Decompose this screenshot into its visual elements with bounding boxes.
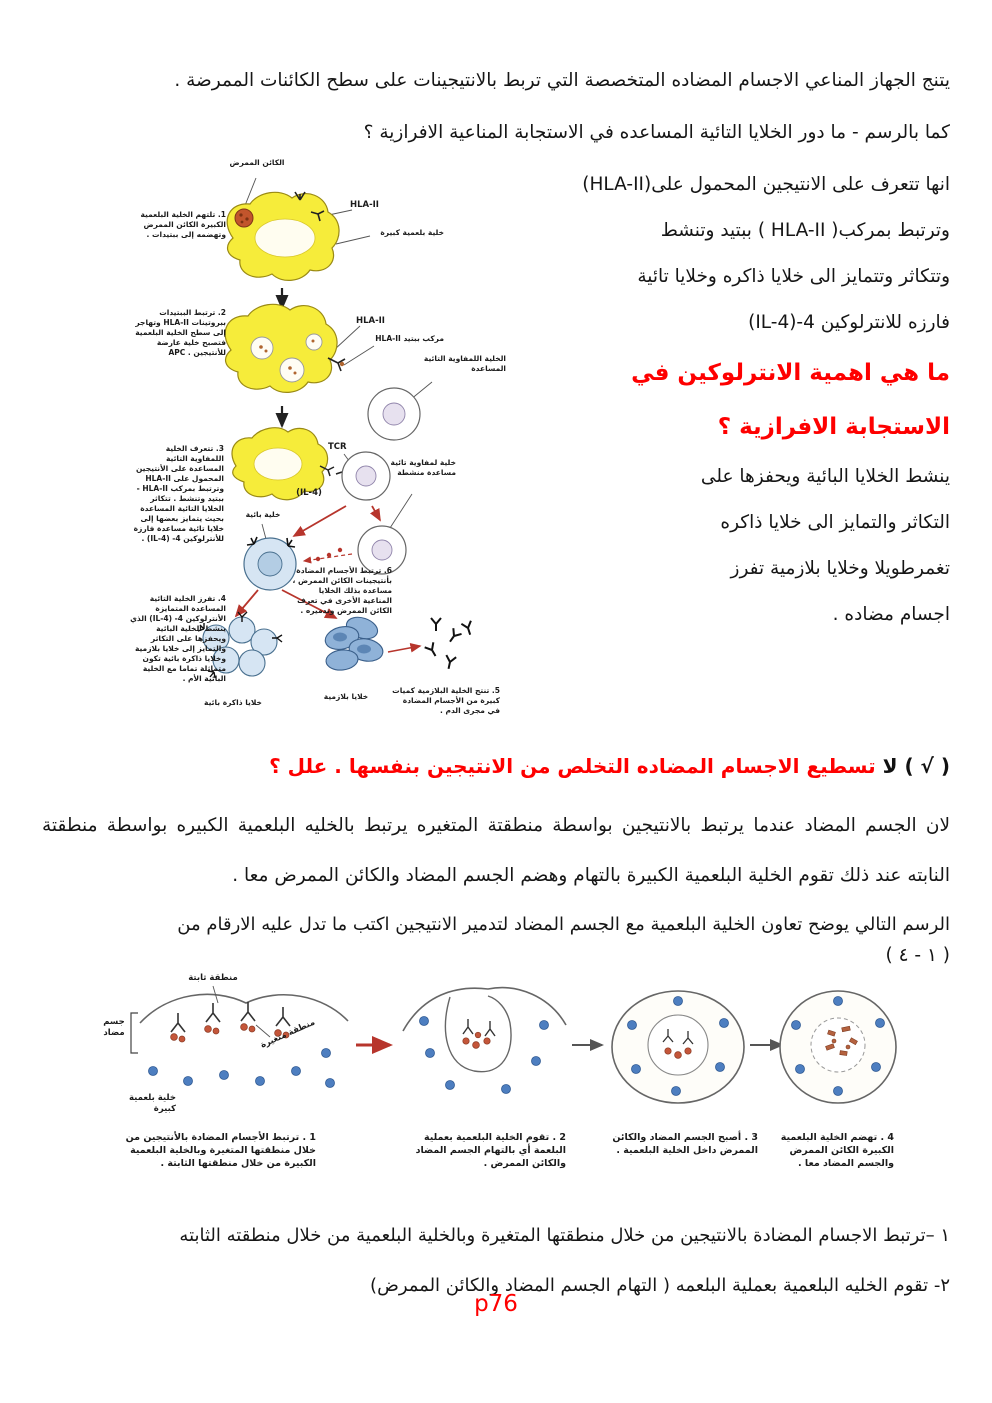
step4-text: 4. تفرز الخلية التائية المساعدة المتمايزة الأنترلوكين 4- (IL-4) الذي ينشط الخلية البائية ويحفزها على التكاثر والتمايز إلى خلايا بلازمية وخلايا ذاكرة بائية تكون متماثلة تماما مع الخلية البائية الأم . (130, 594, 226, 683)
step1-text: 1. تلتهم الخلية البلعمية الكبيرة الكائن الممرض وتهضمه إلى ببتيدات . (140, 210, 226, 239)
panel4-caption: 4 . تهضم الخلية البلعمية الكبيرة الكائن الممرض والجسم المضاد معا . (780, 1132, 894, 1169)
answer2-line-4: اجسام مضاده . (832, 604, 950, 625)
bound-antibody-icons (171, 1002, 290, 1032)
answer2-line-2: التكاثر والتمايز الى خلايا ذاكره (720, 512, 950, 533)
plasma-cells (323, 614, 385, 672)
panel1-antibody-binding (131, 986, 390, 1088)
bottom-answer-1: ١ –ترتبط الاجسام المضادة بالانتيجين من خلال منطقتها المتغيرة وبالخلية البلعمية من خلال منطقته الثابته (179, 1225, 950, 1246)
panel2-engulfing (403, 988, 602, 1094)
plasma-label: خلايا بلازمية (323, 692, 369, 701)
il4-label: (IL-4) (296, 488, 322, 498)
il4-molecules (304, 548, 352, 561)
bottom-answer-2: ٢- تقوم الخليه البلعمية بعملية البلعمه ( التهام الجسم المضاد والكائن الممرض) (370, 1275, 950, 1296)
figure2-range: ( ١ - ٤ ) (885, 945, 950, 966)
answer-line-2: وترتبط بمركب( HLA-II ) ببتيد وتنشط (660, 220, 950, 241)
activated-t-label: خلية لمفاوية تائية مساعدة منشطة (390, 458, 456, 477)
figure2-canvas (98, 973, 898, 1125)
intro-line: يتنج الجهاز المناعي الاجسام المضاده المتخصصة التي تربط بالانتيجينات على سطح الكائنات الممرضة . (174, 70, 950, 91)
antibody-icons (425, 618, 475, 670)
figure2-intro-line: الرسم التالي يوضح تعاون الخلية البلعمية مع الجسم المضاد لتدمير الانتيجين اكتب ما تدل عليه الارقام من (177, 914, 950, 935)
answer-line-4: فارزه للانترلوكين 4-(IL-4) (748, 312, 950, 333)
macrophage-label-2: خلية بلعمية كبيرة (129, 1093, 176, 1114)
pathogen-icon (235, 209, 253, 227)
hla-mid-label: HLA-II (356, 316, 385, 326)
b-cell (244, 537, 296, 590)
answer2-line-3: تغمرطويلا وخلايا بلازمية تفرز (730, 558, 950, 579)
check-question-text: تسطيع الاجسام المضاده التخلص من الانتيجين بنفسها . علل ؟ (269, 754, 883, 778)
explanation-paragraph: لان الجسم المضاد عندما يرتبط بالانتيجين بواسطة منطقتة المتغيره يرتبط بالخليه البلعمية الكبيره بواسطة منطقتة النابته عند ذلك تقوم الخلية البلعمية الكبيرة بالتهام وهضم الجسم المضاد والكائن الممرض معا . (42, 815, 950, 886)
panel4-digestion (780, 991, 896, 1103)
check-question-line (42, 751, 950, 781)
helper-t-cell (368, 388, 420, 440)
peptide-complex-label: مركب ببتيد HLA-II (375, 334, 444, 343)
memory-b-label: خلايا ذاكرة بائية (204, 698, 262, 707)
blue-particles-2 (420, 1017, 549, 1094)
macrophage-label: خلية بلعمية كبيرة (380, 228, 444, 237)
step2-text: 2. ترتبط الببتيدات ببروتينات HLA-II وتهاجر إلى سطح الخلية البلعمية فتصبح خلية عارضة للأنتيجين . APC (135, 308, 226, 357)
b-cell-label: خلية بائية (245, 510, 281, 519)
red-question-line-2: الاستجابة الافرازية ؟ (717, 414, 950, 440)
arrow-to-activated-t-icon (372, 506, 380, 520)
pathogen-label: الكائن الممرض (229, 158, 285, 167)
secretory-immune-response-diagram (130, 158, 510, 743)
figure1-section (42, 158, 950, 743)
answer-line-3: وتتكاثر وتتمايز الى خلايا ذاكره وخلايا تائية (637, 266, 950, 287)
antibody-label: جسم مضاد (103, 1017, 125, 1038)
hla-top-label: HLA-II (350, 200, 379, 210)
red-question-line-1: ما هي اهمية الانترلوكين في (631, 360, 950, 386)
helper-t-label: الخلية اللمفاوية التائية المساعدة (423, 354, 506, 373)
step5-text: 5. تنتج الخلية البلازمية كميات كبيرة من الأجسام المضادة في مجرى الدم . (392, 686, 500, 715)
panel2-caption: 2 . تقوم الخلية البلعمية بعملية البلعمة أي بالتهام الجسم المضاد والكائن الممرض . (415, 1132, 566, 1169)
helper-t-question: كما بالرسم - ما دور الخلايا التائية المساعده في الاستجابة المناعية الافرازية ؟ (363, 122, 950, 143)
macrophage-cell (227, 192, 339, 280)
check-mark-prefix: ( √ ) لا (882, 754, 950, 778)
answer-column (526, 158, 950, 638)
phagocytosis-cooperation-diagram (98, 973, 898, 1211)
step3-text: 3. تتعرف الخلية اللمفاوية التائية المساعدة على الأنتيجين المحمول على HLA-II وترتبط بمركب HLA-II - ببتيد وتنشط . تتكاثر الخلايا التائية المساعدة بحيث يتمايز بعضها إلى خلايا تائية مساعدة فارزة للأنترلوكين 4- (IL-4) . (133, 444, 224, 543)
panel3-internalized (612, 991, 782, 1103)
panel3-caption: 3 . أصبح الجسم المضاد والكائن الممرض داخل الخلية البلعمية . (612, 1132, 758, 1156)
answer2-line-1: ينشط الخلايا البائية ويحفزها على (700, 466, 950, 487)
arrow-to-antibodies-icon (388, 646, 420, 652)
apc-cell (225, 304, 345, 392)
page-number: p76 (474, 1291, 518, 1317)
panel1-caption: 1 . ترتبط الأجسام المضادة بالأنتيجين من خلال منطقتها المتغيرة وبالخلية البلعمية الكبيرة من خلال منطقتها الثابتة . (125, 1132, 316, 1169)
step6-text: 6. ترتبط الأجسام المضادة بأنتيجينات الكائن الممرض ، مساعدة بذلك الخلايا المناعية الأخرى في تعرف الكائن الممرض وتدميره . (292, 566, 392, 615)
constant-region-label: منطقة ثابتة (188, 973, 238, 983)
blue-particles-1 (149, 1049, 335, 1088)
variable-region-label: منطقة متغيرة (259, 1017, 317, 1051)
arrow-to-bcell-icon (294, 506, 346, 536)
answer-line-1: انها تتعرف على الانتيجين المحمول على(HLA-II) (582, 174, 950, 195)
tcr-label: TCR (328, 442, 347, 452)
